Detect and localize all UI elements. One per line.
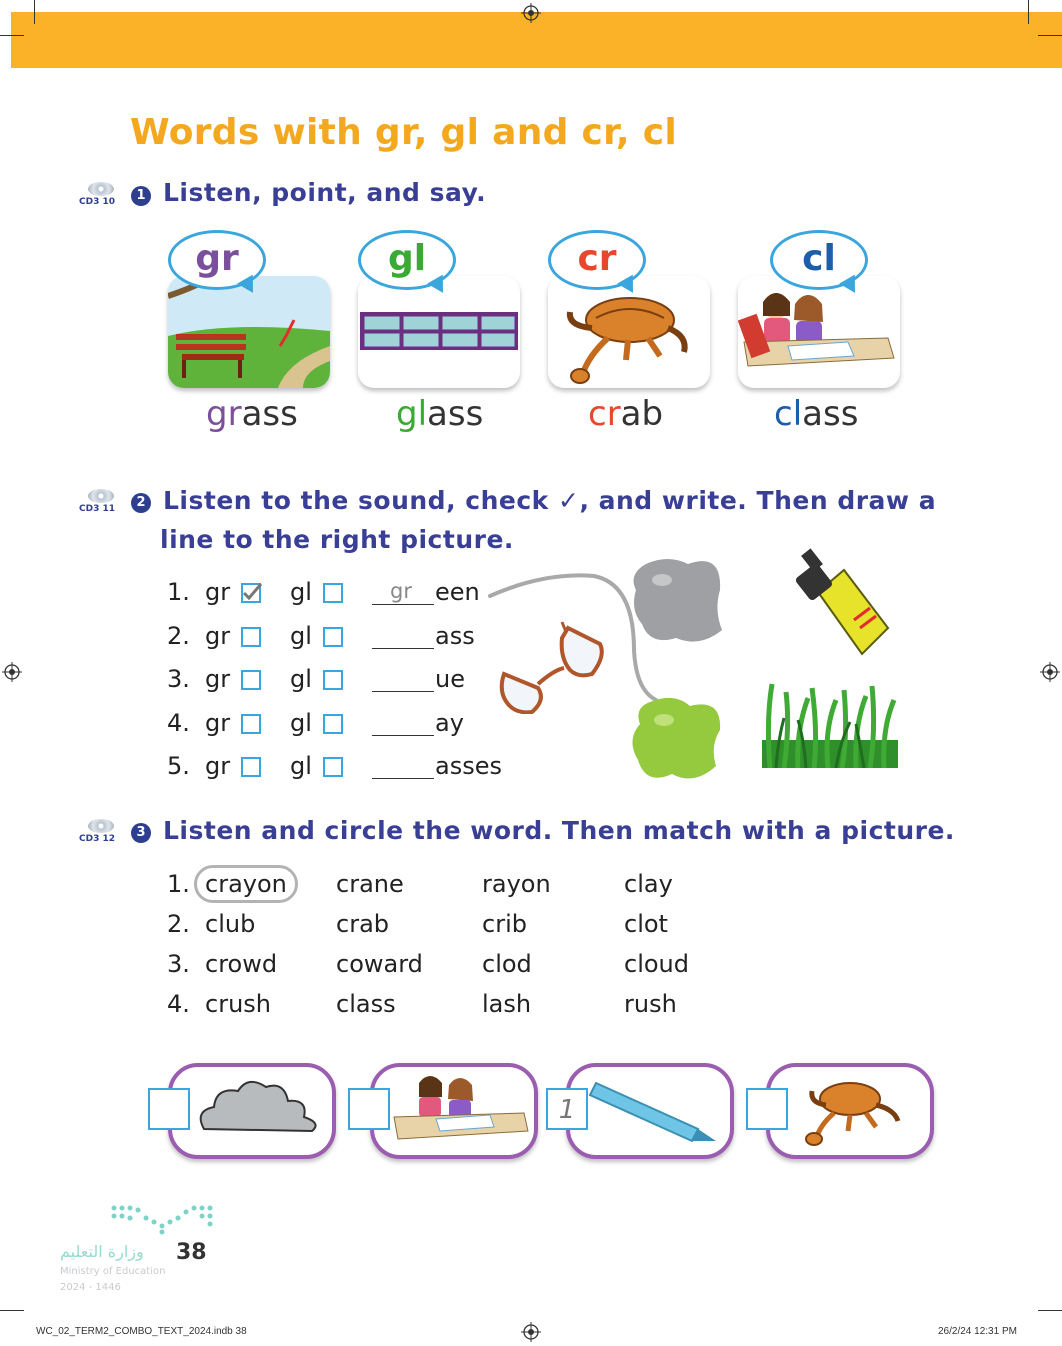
word-ending: ass: [435, 621, 475, 650]
crop-mark: [1038, 1310, 1062, 1311]
option-label-gl: gl: [290, 752, 312, 780]
cd-icon: [88, 489, 114, 503]
write-line[interactable]: [372, 777, 434, 779]
class-picture: [374, 1067, 534, 1155]
word-option[interactable]: clot: [624, 910, 668, 938]
registration-mark-icon: [1040, 662, 1060, 682]
activity-number: 1: [131, 186, 151, 206]
registration-mark-icon: [521, 3, 541, 23]
blend-bubble-gr: gr: [168, 230, 266, 290]
match-card-class: [370, 1063, 538, 1159]
gray-blob-picture: [628, 550, 726, 650]
match-card-crab: [766, 1063, 934, 1159]
word-option[interactable]: coward: [336, 950, 423, 978]
word-option[interactable]: crush: [205, 990, 271, 1018]
cd-icon: [88, 819, 114, 833]
row-number: 5.: [167, 752, 190, 780]
write-line[interactable]: [372, 603, 434, 605]
crab-picture: [770, 1067, 930, 1155]
crayon-picture: [570, 1067, 730, 1155]
word-option[interactable]: lash: [482, 990, 532, 1018]
option-label-gr: gr: [205, 665, 231, 693]
crop-mark: [1028, 0, 1029, 24]
row-number: 1.: [167, 578, 190, 606]
word-crab: crab: [588, 394, 664, 434]
row-number: 3.: [167, 665, 190, 693]
checkbox-gr[interactable]: [241, 627, 261, 647]
checkbox-gl[interactable]: [323, 670, 343, 690]
word-option[interactable]: crowd: [205, 950, 278, 978]
cd-icon: [88, 182, 114, 196]
crop-mark: [0, 1310, 24, 1311]
option-label-gr: gr: [205, 578, 231, 606]
registration-mark-icon: [2, 662, 22, 682]
blend-bubble-cl: cl: [770, 230, 868, 290]
word-option[interactable]: crayon: [194, 865, 298, 903]
answer-box[interactable]: 1: [546, 1088, 588, 1130]
option-label-gr: gr: [205, 708, 231, 737]
row-number: 2.: [167, 910, 190, 938]
option-label-gl: gl: [290, 578, 312, 606]
word-class: class: [774, 394, 859, 434]
answer-box[interactable]: [348, 1088, 390, 1130]
grass-picture: [760, 680, 900, 768]
page-title: Words with gr, gl and cr, cl: [130, 112, 678, 153]
word-ending: ay: [435, 708, 464, 737]
write-line[interactable]: [372, 647, 434, 649]
activity-instruction: Listen to the sound, check ✓, and write. Then draw a: [163, 486, 937, 515]
write-line[interactable]: [372, 690, 434, 692]
class-students-picture: [738, 276, 900, 388]
option-label-gr: gr: [205, 752, 231, 780]
row-number: 4.: [167, 990, 190, 1018]
cloud-picture: [172, 1067, 332, 1155]
option-label-gl: gl: [290, 665, 312, 693]
write-line[interactable]: [372, 734, 434, 736]
word-ending: asses: [435, 752, 502, 780]
checkbox-gl[interactable]: [323, 714, 343, 734]
ministry-logo-icon: [108, 1202, 216, 1236]
blend-bubble-gl: gl: [358, 230, 456, 290]
glue-tube-picture: [794, 548, 892, 666]
activity-instruction-continued: line to the right picture.: [160, 525, 514, 554]
activity-instruction: Listen and circle the word. Then match with a picture.: [163, 816, 955, 845]
page-number: 38: [176, 1240, 207, 1265]
option-label-gr: gr: [205, 621, 231, 650]
print-timestamp: 26/2/24 12:31 PM: [938, 1326, 1017, 1337]
written-answer: gr: [390, 579, 412, 603]
word-option[interactable]: crib: [482, 910, 527, 938]
word-option[interactable]: class: [336, 990, 396, 1018]
activity-number: 2: [131, 493, 151, 513]
crop-mark: [1038, 35, 1062, 36]
word-option[interactable]: cloud: [624, 950, 689, 978]
registration-mark-icon: [521, 1322, 541, 1342]
match-card-crayon: [566, 1063, 734, 1159]
row-number: 4.: [167, 708, 190, 737]
checkbox-gr[interactable]: [241, 670, 261, 690]
crop-mark: [0, 35, 24, 36]
word-glass: glass: [396, 394, 484, 434]
cd-track-label: CD3 12: [79, 834, 115, 844]
checkbox-gr[interactable]: [241, 583, 261, 603]
ministry-year: 2024 - 1446: [60, 1282, 121, 1293]
cd-track-label: CD3 11: [79, 504, 115, 514]
checkbox-gl[interactable]: [323, 757, 343, 777]
activity-instruction: Listen, point, and say.: [163, 178, 487, 207]
glasses-picture: [496, 618, 608, 714]
students-reading-illustration: [738, 276, 900, 388]
row-number: 3.: [167, 950, 190, 978]
checkbox-gl[interactable]: [323, 627, 343, 647]
match-card-cloud: [168, 1063, 336, 1159]
word-option[interactable]: crane: [336, 870, 404, 898]
word-option[interactable]: clod: [482, 950, 532, 978]
option-label-gl: gl: [290, 621, 312, 650]
row-number: 1.: [167, 870, 190, 898]
word-ending: een: [435, 578, 480, 606]
word-option[interactable]: crab: [336, 910, 390, 938]
checkmark-icon: [241, 581, 263, 601]
word-option[interactable]: rayon: [482, 870, 551, 898]
blend-bubble-cr: cr: [548, 230, 646, 290]
ministry-name-english: Ministry of Education: [60, 1266, 166, 1277]
green-blob-picture: [626, 690, 726, 790]
word-ending: ue: [435, 665, 465, 693]
word-grass: grass: [206, 394, 298, 434]
activity-number: 3: [131, 823, 151, 843]
crop-mark: [34, 0, 35, 24]
answer-box[interactable]: [148, 1088, 190, 1130]
checkbox-gl[interactable]: [323, 583, 343, 603]
checkbox-gr[interactable]: [241, 757, 261, 777]
word-option[interactable]: rush: [624, 990, 677, 1018]
file-name: WC_02_TERM2_COMBO_TEXT_2024.indb 38: [36, 1326, 247, 1337]
answer-box[interactable]: [746, 1088, 788, 1130]
row-number: 2.: [167, 621, 190, 650]
cd-track-label: CD3 10: [79, 197, 115, 207]
option-label-gl: gl: [290, 708, 312, 737]
word-option[interactable]: club: [205, 910, 256, 938]
ministry-name-arabic: وزارة التعليم: [60, 1242, 144, 1261]
word-option[interactable]: clay: [624, 870, 673, 898]
checkbox-gr[interactable]: [241, 714, 261, 734]
